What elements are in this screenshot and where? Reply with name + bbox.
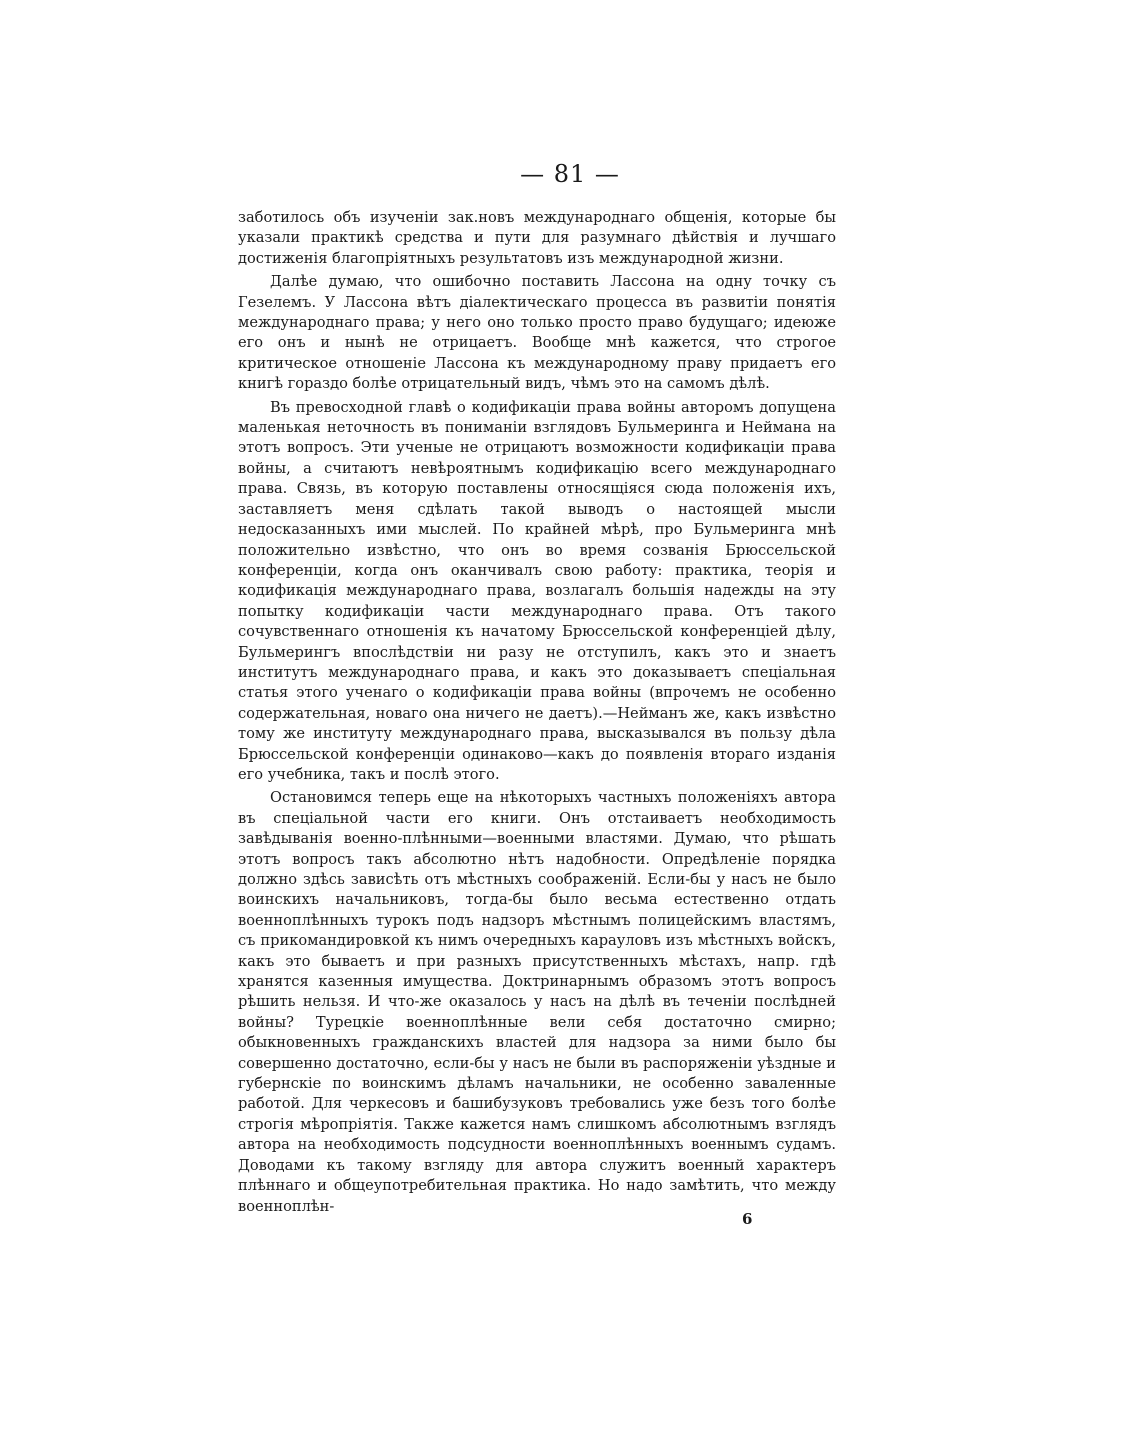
body-text <box>238 208 836 1220</box>
paragraph-continuation: заботилось объ изученiи зак.новъ международнаго общенiя, которые бы указали практикѣ средства и пути для разумнаго дѣйствiя и лучшаго достиженiя благопрiятныхъ результатовъ изъ международной жизни. <box>238 209 836 267</box>
page-number: — 81 — <box>520 160 620 188</box>
paragraph: Далѣе думаю, что ошибочно поставить Лассона на одну точку съ Гезелемъ. У Лассона вѣтъ дiалектическаго процесса въ развитiи понятiя международнаго права; у него оно только просто право будущаго; идеюже его онъ и нынѣ не отрицаетъ. Вообще мнѣ кажется, что строгое критическое отношенiе Лассона къ международному праву придаетъ его книгѣ гораздо болѣе отрицательный видъ, чѣмъ это на самомъ дѣлѣ. <box>238 273 836 393</box>
paragraph: Въ превосходной главѣ о кодификацiи права войны авторомъ допущена маленькая неточность въ пониманiи взглядовъ Бульмеринга и Неймана на этотъ вопросъ. Эти ученые не отрицаютъ возможности кодификацiи права войны, а считаютъ невѣроятнымъ кодификацiю всего международнаго права. Связь, въ которую поставлены относящiяся сюда положенiя ихъ, заставляетъ меня сдѣлать такой выводъ о настоящей мысли недосказанныхъ ими мыслей. По крайней мѣрѣ, про Бульмеринга мнѣ положительно извѣстно, что онъ во время созванiя Брюссельской конференцiи, когда онъ оканчивалъ свою работу: практика, теорiя и кодификацiя международнаго права, возлагалъ большiя надежды на эту попытку кодификацiи части международнаго права. Отъ такого сочувственнаго отношенiя къ начатому Брюссельской конференцiей дѣлу, Бульмерингъ впослѣдствiи ни разу не отступилъ, какъ это и знаетъ институтъ международнаго права, и какъ это доказываетъ спецiальная статья этого ученаго о кодификацiи права войны (впрочемъ не особенно содержательная, новаго она ничего не даетъ).—Нейманъ же, какъ извѣстно тому же институту международнаго права, высказывался въ пользу дѣла Брюссельской конференцiи одинаково—какъ до появленiя втораго изданiя его учебника, такъ и послѣ этого. <box>238 398 836 783</box>
signature-mark: 6 <box>742 1210 753 1228</box>
paragraph: Остановимся теперь еще на нѣкоторыхъ частныхъ положенiяхъ автора въ спецiальной части его книги. Онъ отстаиваетъ необходимость завѣдыванiя военно-плѣнными—военными властями. Думаю, что рѣшать этотъ вопросъ такъ абсолютно нѣтъ надобности. Опредѣленiе порядка должно здѣсь зависѣть отъ мѣстныхъ соображенiй. Если-бы у насъ не было воинскихъ начальниковъ, тогда-бы было весьма естественно отдать военноплѣнныхъ турокъ подъ надзоръ мѣстнымъ полицейскимъ властямъ, съ прикомандировкой къ нимъ очередныхъ карауловъ изъ мѣстныхъ войскъ, какъ это бываетъ и при разныхъ присутственныхъ мѣстахъ, напр. гдѣ хранятся казенныя имущества. Доктринарнымъ образомъ этотъ вопросъ рѣшить нельзя. И что-же оказалось у насъ на дѣлѣ въ теченiи послѣдней войны? Турецкiе военноплѣнные вели себя достаточно смирно; обыкновенныхъ гражданскихъ властей для надзора за ними было бы совершенно достаточно, если-бы у насъ не были въ распоряженiи уѣздные и губернскiе по воинскимъ дѣламъ начальники, не особенно заваленные работой. Для черкесовъ и башибузуковъ требовались уже безъ того болѣе строгiя мѣропрiятiя. Также кажется намъ слишкомъ абсолютнымъ взглядъ автора на необходимость подсудности военноплѣнныхъ военнымъ судамъ. Доводами къ такому взгляду для автора служитъ военный характеръ плѣннаго и общеупотребительная практика. Но надо замѣтить, что между военноплѣн- <box>238 789 836 1215</box>
